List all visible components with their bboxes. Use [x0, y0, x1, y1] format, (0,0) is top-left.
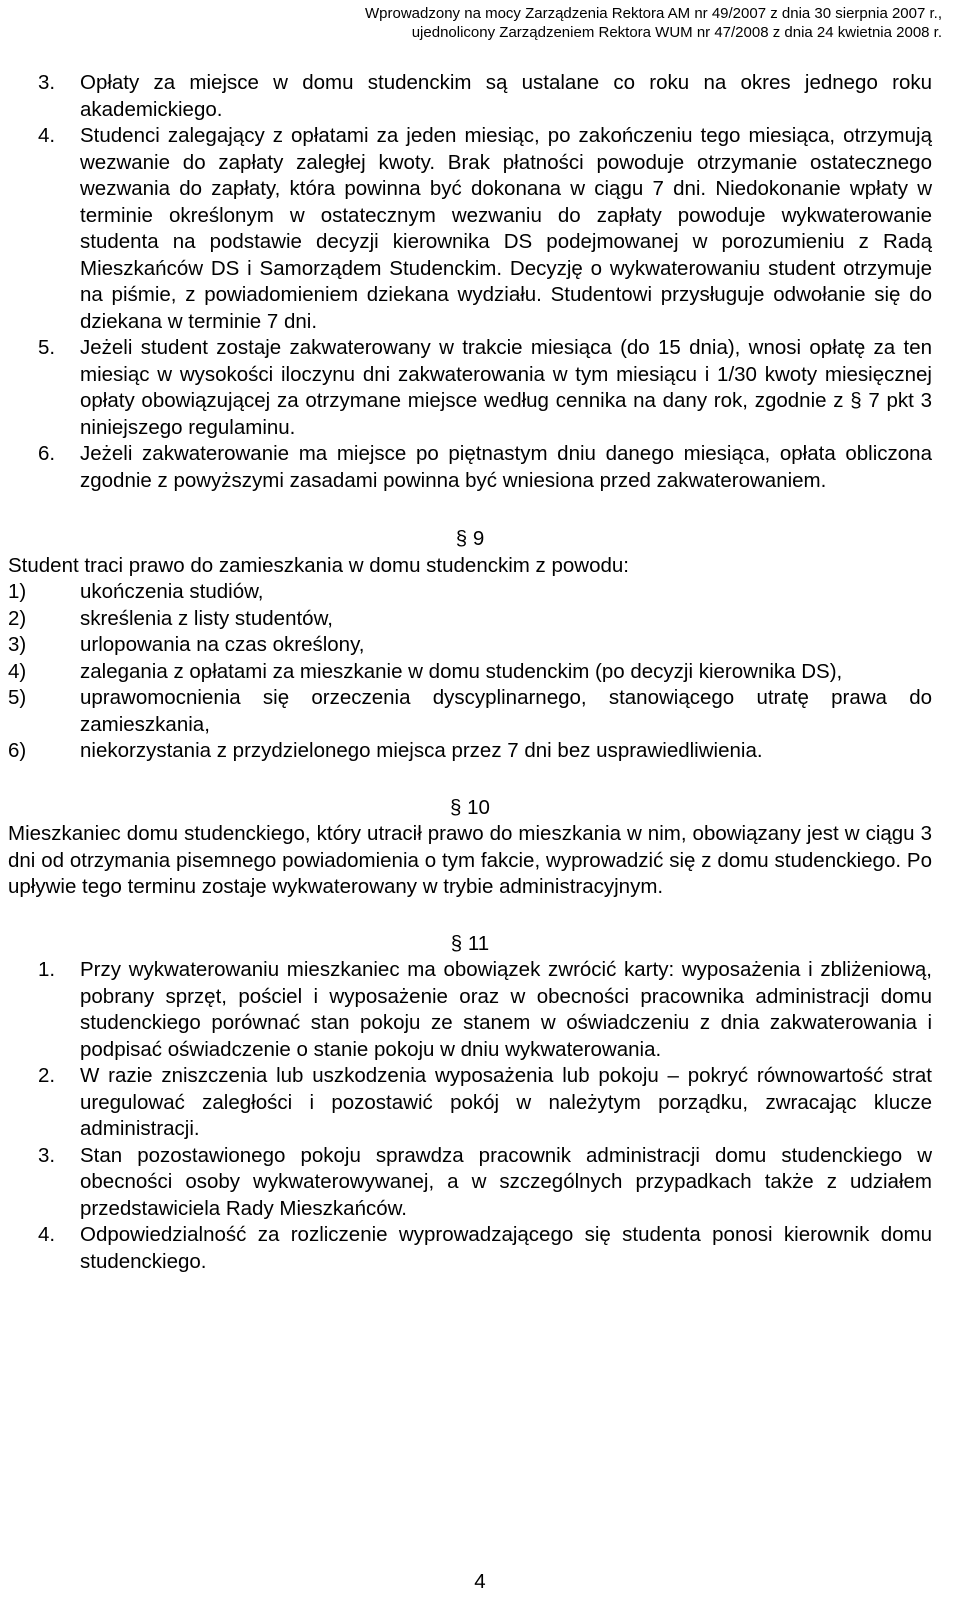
document-body: [8, 70, 932, 1275]
item-text: Przy wykwaterowaniu mieszkaniec ma obowiązek zwrócić karty: wyposażenia i zbliżeniową, pobrany sprzęt, pościel i wyposażenie oraz w obecności pracownika administracji domu studenckiego porównać stan pokoju ze stanem w oświadczeniu z dnia zakwaterowania i podpisać oświadczenie o stanie pokoju w dniu wykwaterowania.: [80, 958, 932, 1061]
list-item: [8, 70, 932, 123]
item-text: Studenci zalegający z opłatami za jeden miesiąc, po zakończeniu tego miesiąca, otrzymują wezwanie do zapłaty zaległej kwoty. Brak płatności powoduje otrzymanie ostatecznego wezwania do zapłaty, która powinna być dokonana w ciągu 7 dni. Niedokonanie wpłaty w terminie określonym w ostatecznym wezwaniu do zapłaty powoduje wykwaterowanie studenta na podstawie decyzji kierownika DS podejmowanej w porozumieniu z Radą Mieszkańców DS i Samorządem Studenckim. Decyzję o wykwaterowaniu student otrzymuje na piśmie, z powiadomieniem dziekana wydziału. Studentowi przysługuje odwołanie się do dziekana w terminie 7 dni.: [80, 124, 932, 333]
item-number: 6): [8, 739, 27, 762]
item-text: ukończenia studiów,: [80, 580, 264, 603]
item-number: 5): [8, 686, 27, 709]
item-number: 6.: [38, 442, 56, 465]
list-item: [8, 335, 932, 441]
list-item: [8, 685, 932, 738]
item-number: 3.: [38, 71, 56, 94]
item-number: 2.: [38, 1064, 56, 1087]
item-number: 4): [8, 659, 27, 683]
section-10-text: Mieszkaniec domu studenckiego, który utracił prawo do mieszkania w nim, obowiązany jest w ciągu 3 dni od otrzymania pisemnego powiadomienia o tym fakcie, wyprowadzić się z domu studenckiego. Po upływie tego terminu zostaje wykwaterowany w trybie administracyjnym.: [8, 822, 932, 898]
list-item: [8, 606, 932, 633]
section-11-title: § 11: [450, 931, 490, 955]
section-11-list: [8, 957, 932, 1275]
page-number: 4: [474, 1570, 486, 1593]
item-number: 1): [8, 580, 27, 603]
item-text: niekorzystania z przydzielonego miejsca przez 7 dni bez usprawiedliwienia.: [80, 739, 763, 762]
list-item: [8, 579, 932, 606]
item-text: Jeżeli student zostaje zakwaterowany w trakcie miesiąca (do 15 dnia), wnosi opłatę za ten miesiąc w wysokości iloczynu dni zakwaterowania w tym miesiącu i 1/30 kwoty miesięcznej opłaty obowiązującej za otrzymane miejsce według cennika na dany rok, zgodnie z § 7 pkt 3 niniejszego regulaminu.: [80, 336, 932, 439]
item-number: 4.: [38, 124, 56, 147]
list-item: [8, 957, 932, 1063]
list-item: [8, 738, 932, 765]
list-item: [8, 632, 932, 659]
item-text: skreślenia z listy studentów,: [80, 606, 333, 630]
header-line-1: Wprowadzony na mocy Zarządzenia Rektora AM nr 49/2007 z dnia 30 sierpnia 2007 r.,: [365, 5, 942, 22]
item-text: zalegania z opłatami za mieszkanie w domu studenckim (po decyzji kierownika DS),: [80, 659, 843, 683]
item-text: W razie zniszczenia lub uszkodzenia wyposażenia lub pokoju – pokryć równowartość strat uregulować zaległości i pozostawić pokój w należytym porządku, zwracając klucze administracji.: [80, 1064, 932, 1140]
item-text: urlopowania na czas określony,: [80, 633, 365, 656]
item-number: 2): [8, 606, 27, 630]
list-item: [8, 1222, 932, 1275]
item-text: Odpowiedzialność za rozliczenie wyprowadzającego się studenta ponosi kierownik domu studenckiego.: [80, 1223, 932, 1273]
page-header: [242, 4, 942, 42]
item-number: 3.: [38, 1143, 56, 1167]
item-number: 5.: [38, 336, 56, 359]
section-9-title: § 9: [455, 527, 485, 550]
item-number: 4.: [38, 1223, 56, 1246]
section-10-title: § 10: [450, 795, 490, 819]
section-9-intro: Student traci prawo do zamieszkania w domu studenckim z powodu:: [8, 553, 630, 577]
section-8-list: [8, 70, 932, 494]
list-item: [8, 1143, 932, 1223]
list-item: [8, 659, 932, 686]
item-number: 1.: [38, 958, 56, 981]
section-9-list: [8, 579, 932, 765]
item-text: Stan pozostawionego pokoju sprawdza pracownik administracji domu studenckiego w obecności osoby wykwaterowywanej, a w szczególnych przypadkach także z udziałem przedstawiciela Rady Mieszkańców.: [80, 1143, 932, 1220]
item-number: 3): [8, 633, 27, 656]
item-text: Jeżeli zakwaterowanie ma miejsce po piętnastym dniu danego miesiąca, opłata obliczona zgodnie z powyższymi zasadami powinna być wniesiona przed zakwaterowaniem.: [80, 442, 932, 492]
list-item: [8, 123, 932, 335]
list-item: [8, 441, 932, 494]
header-line-2: ujednolicony Zarządzeniem Rektora WUM nr 47/2008 z dnia 24 kwietnia 2008 r.: [411, 24, 942, 41]
item-text: uprawomocnienia się orzeczenia dyscyplinarnego, stanowiącego utratę prawa do zamieszkania,: [80, 686, 932, 736]
list-item: [8, 1063, 932, 1143]
item-text: Opłaty za miejsce w domu studenckim są ustalane co roku na okres jednego roku akademickiego.: [80, 71, 932, 121]
